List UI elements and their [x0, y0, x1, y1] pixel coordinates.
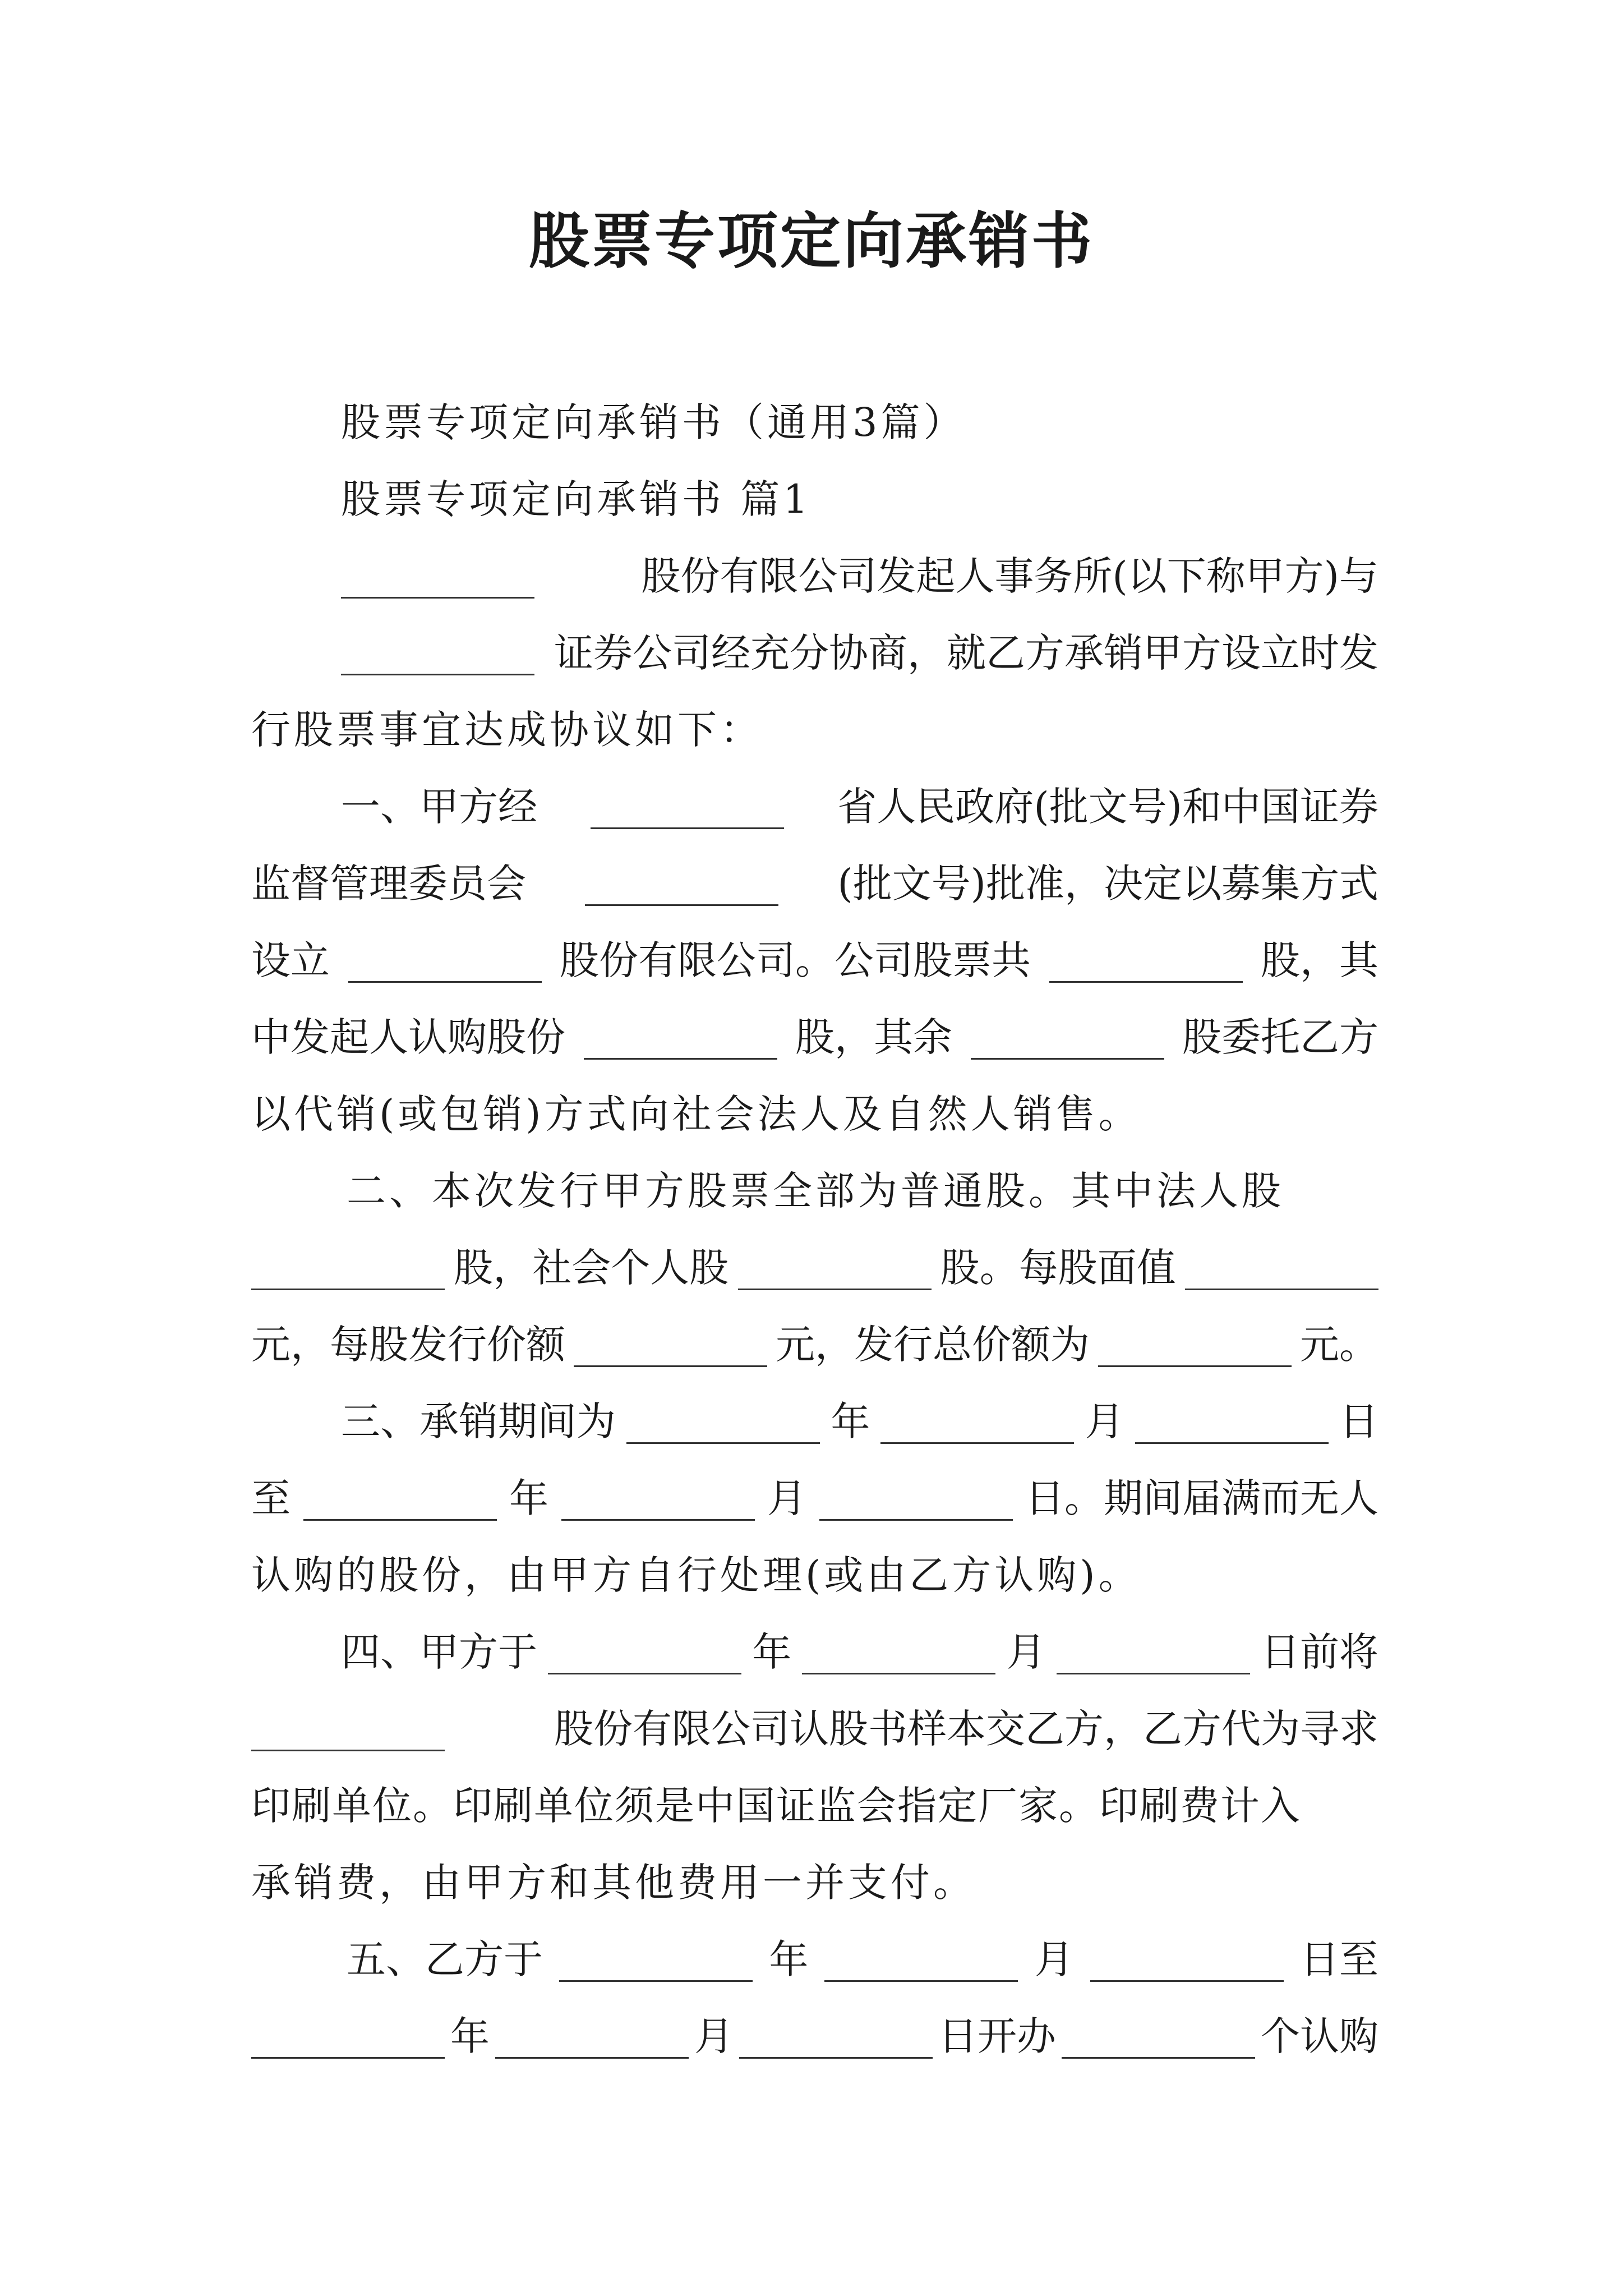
- line-text: 股份有限公司发起人事务所(以下称甲方)与: [641, 553, 1378, 599]
- line-text: 元，发行总价额为: [776, 1322, 1090, 1368]
- fill-blank: [341, 634, 534, 675]
- line-text: 股份有限公司认股书样本交乙方，乙方代为寻求: [554, 1706, 1378, 1752]
- document-subtitle: 股票专项定向承销书（通用3篇）: [341, 399, 966, 445]
- fill-blank: [1049, 942, 1243, 983]
- paragraph-line: [251, 538, 1378, 615]
- fill-blank: [739, 2018, 933, 2059]
- line-text: 日。期间届满而无人: [1025, 1475, 1378, 1521]
- fill-blank: [591, 788, 784, 829]
- line-text: 监督管理委员会: [251, 861, 526, 907]
- line-text: 月: [767, 1475, 806, 1521]
- line-text: 股份有限公司。公司股票共: [560, 937, 1031, 983]
- fill-blank: [574, 1326, 767, 1367]
- line-text: 印刷单位。印刷单位须是中国证监会指定厂家。印刷费计入: [251, 1783, 1301, 1829]
- paragraph-line: [251, 999, 1378, 1076]
- fill-blank: [824, 1941, 1018, 1982]
- line-text: 日至: [1299, 1936, 1378, 1982]
- fill-blank: [1185, 1249, 1378, 1290]
- paragraph-line: [251, 1230, 1378, 1306]
- line-text: 年: [831, 1398, 870, 1444]
- line-text: 承销费，由甲方和其他费用一并支付。: [251, 1860, 976, 1906]
- line-text: 日开办: [938, 2013, 1056, 2059]
- line-text: 股，其余: [795, 1014, 952, 1060]
- paragraph-line: [251, 1383, 1378, 1460]
- fill-blank: [251, 2018, 445, 2059]
- line-text: 月: [1006, 1629, 1046, 1675]
- fill-blank: [303, 1480, 497, 1521]
- line-text: 股委托乙方: [1182, 1014, 1378, 1060]
- line-text: 省人民政府(批文号)和中国证券: [837, 784, 1378, 830]
- fill-blank: [584, 1019, 777, 1060]
- fill-blank: [251, 1710, 445, 1751]
- section-heading: 股票专项定向承销书 篇1: [341, 476, 811, 522]
- line-text: 一、甲方经: [341, 784, 537, 830]
- line-text: 月: [1034, 1936, 1074, 1982]
- line-text: 月: [694, 2013, 734, 2059]
- fill-blank: [548, 1634, 741, 1674]
- line-text: 年: [509, 1475, 548, 1521]
- paragraph-line: [251, 1691, 1378, 1768]
- line-text: 股，其: [1261, 937, 1378, 983]
- line-text: 中发起人认购股份: [251, 1014, 565, 1060]
- line-text: 设立: [251, 937, 330, 983]
- fill-blank: [561, 1480, 755, 1521]
- fill-blank: [626, 1403, 820, 1444]
- paragraph-line: [251, 692, 1378, 769]
- line-text: 个认购: [1261, 2013, 1378, 2059]
- fill-blank: [1135, 1403, 1329, 1444]
- fill-blank: [585, 865, 778, 906]
- line-text: 三、承销期间为: [341, 1398, 616, 1444]
- line-text: 日前将: [1260, 1629, 1378, 1675]
- line-text: 以代销(或包销)方式向社会法人及自然人销售。: [251, 1091, 1141, 1137]
- paragraph-line: [251, 1460, 1378, 1537]
- line-text: 元。: [1300, 1322, 1378, 1368]
- line-text: 二、本次发行甲方股票全部为普通股。其中法人股: [347, 1168, 1284, 1214]
- paragraph-line: [251, 922, 1378, 999]
- fill-blank: [251, 1249, 445, 1290]
- document-body: [251, 384, 1378, 2075]
- paragraph-line: [251, 1153, 1378, 1230]
- paragraph-line: [251, 1306, 1378, 1383]
- paragraph-line: [251, 1537, 1378, 1614]
- fill-blank: [1062, 2018, 1255, 2059]
- line-text: 股，社会个人股: [454, 1245, 729, 1291]
- line-text: 元，每股发行价额: [251, 1322, 565, 1368]
- paragraph-line: [251, 1844, 1378, 1921]
- paragraph-line: [251, 1768, 1378, 1844]
- fill-blank: [348, 942, 542, 983]
- paragraph-line: [251, 615, 1378, 692]
- document-title: 股票专项定向承销书: [528, 206, 1094, 277]
- fill-blank: [1057, 1634, 1250, 1674]
- line-text: 日: [1339, 1398, 1378, 1444]
- fill-blank: [971, 1019, 1164, 1060]
- fill-blank: [880, 1403, 1074, 1444]
- fill-blank: [495, 2018, 689, 2059]
- fill-blank: [819, 1480, 1013, 1521]
- line-text: (批文号)批准，决定以募集方式: [837, 861, 1378, 907]
- line-text: 年: [769, 1936, 809, 1982]
- fill-blank: [1090, 1941, 1284, 1982]
- paragraph-line: [251, 769, 1378, 845]
- paragraph-line: [251, 1921, 1378, 1998]
- paragraph-line: [251, 1076, 1378, 1153]
- paragraph-line: [251, 1998, 1378, 2075]
- line-text: 认购的股份，由甲方自行处理(或由乙方认购)。: [251, 1552, 1141, 1598]
- paragraph-line: [251, 845, 1378, 922]
- paragraph-line: [251, 1614, 1378, 1691]
- line-text: 四、甲方于: [341, 1629, 537, 1675]
- line-text: 证券公司经充分协商，就乙方承销甲方设立时发: [554, 630, 1378, 676]
- line-text: 年: [752, 1629, 792, 1675]
- fill-blank: [559, 1941, 753, 1982]
- line-text: 行股票事宜达成协议如下：: [251, 707, 763, 753]
- line-text: 股。每股面值: [940, 1245, 1176, 1291]
- line-text: 五、乙方于: [347, 1936, 543, 1982]
- fill-blank: [341, 558, 534, 599]
- fill-blank: [1098, 1326, 1292, 1367]
- fill-blank: [802, 1634, 995, 1674]
- fill-blank: [738, 1249, 932, 1290]
- line-text: 至: [251, 1475, 291, 1521]
- line-text: 月: [1085, 1398, 1124, 1444]
- line-text: 年: [450, 2013, 490, 2059]
